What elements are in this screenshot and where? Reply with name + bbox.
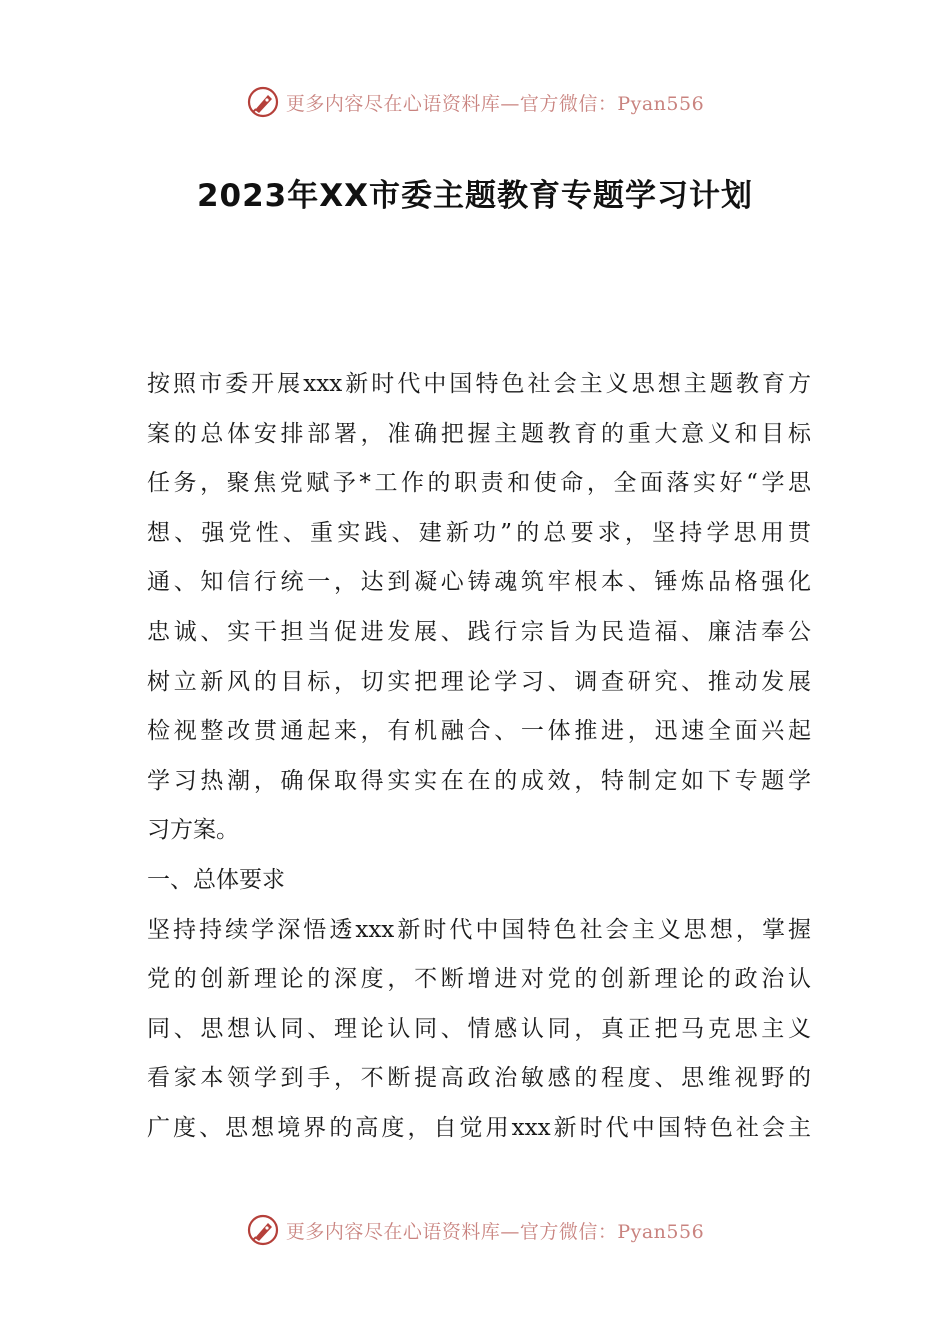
body-line: 坚持持续学深悟透xxx新时代中国特色社会主义思想，掌握 (147, 916, 811, 943)
body-line: 习方案。 (147, 817, 239, 844)
body-line: 同、思想认同、理论认同、情感认同，真正把马克思主义 (147, 1015, 811, 1042)
body-line: 学习热潮，确保取得实实在在的成效，特制定如下专题学 (147, 767, 811, 794)
body-line: 检视整改贯通起来，有机融合、一体推进，迅速全面兴起 (147, 718, 811, 745)
body-line: 党的创新理论的深度，不断增进对党的创新理论的政治认 (147, 966, 811, 993)
header-banner-text: 更多内容尽在心语资料库—官方微信：Pyan556 (285, 92, 705, 115)
footer-banner (0, 1210, 950, 1250)
footer-banner-text: 更多内容尽在心语资料库—官方微信：Pyan556 (285, 1220, 705, 1243)
body-line: 通、知信行统一，达到凝心铸魂筑牢根本、锤炼品格强化 (147, 569, 811, 596)
pen-nib-logo-icon (246, 85, 280, 119)
body-line: 看家本领学到手，不断提高政治敏感的程度、思维视野的 (147, 1065, 811, 1092)
body-line: 案的总体安排部署，准确把握主题教育的重大意义和目标 (147, 420, 811, 447)
body-line: 想、强党性、重实践、建新功”的总要求，坚持学思用贯 (147, 519, 811, 546)
body-line: 按照市委开展xxx新时代中国特色社会主义思想主题教育方 (147, 371, 811, 397)
body-line: 任务，聚焦党赋予*工作的职责和使命，全面落实好“学思 (147, 470, 811, 497)
pen-nib-logo-icon (246, 1213, 280, 1247)
section-heading: 一、总体要求 (147, 866, 285, 893)
document-title: 2023年XX市委主题教育专题学习计划 (196, 178, 754, 214)
document-body (147, 360, 811, 1154)
body-line: 忠诚、实干担当促进发展、践行宗旨为民造福、廉洁奉公 (147, 618, 811, 645)
body-line: 树立新风的目标，切实把理论学习、调查研究、推动发展 (147, 668, 811, 695)
header-banner (0, 82, 950, 122)
body-line: 广度、思想境界的高度，自觉用xxx新时代中国特色社会主 (147, 1114, 811, 1141)
